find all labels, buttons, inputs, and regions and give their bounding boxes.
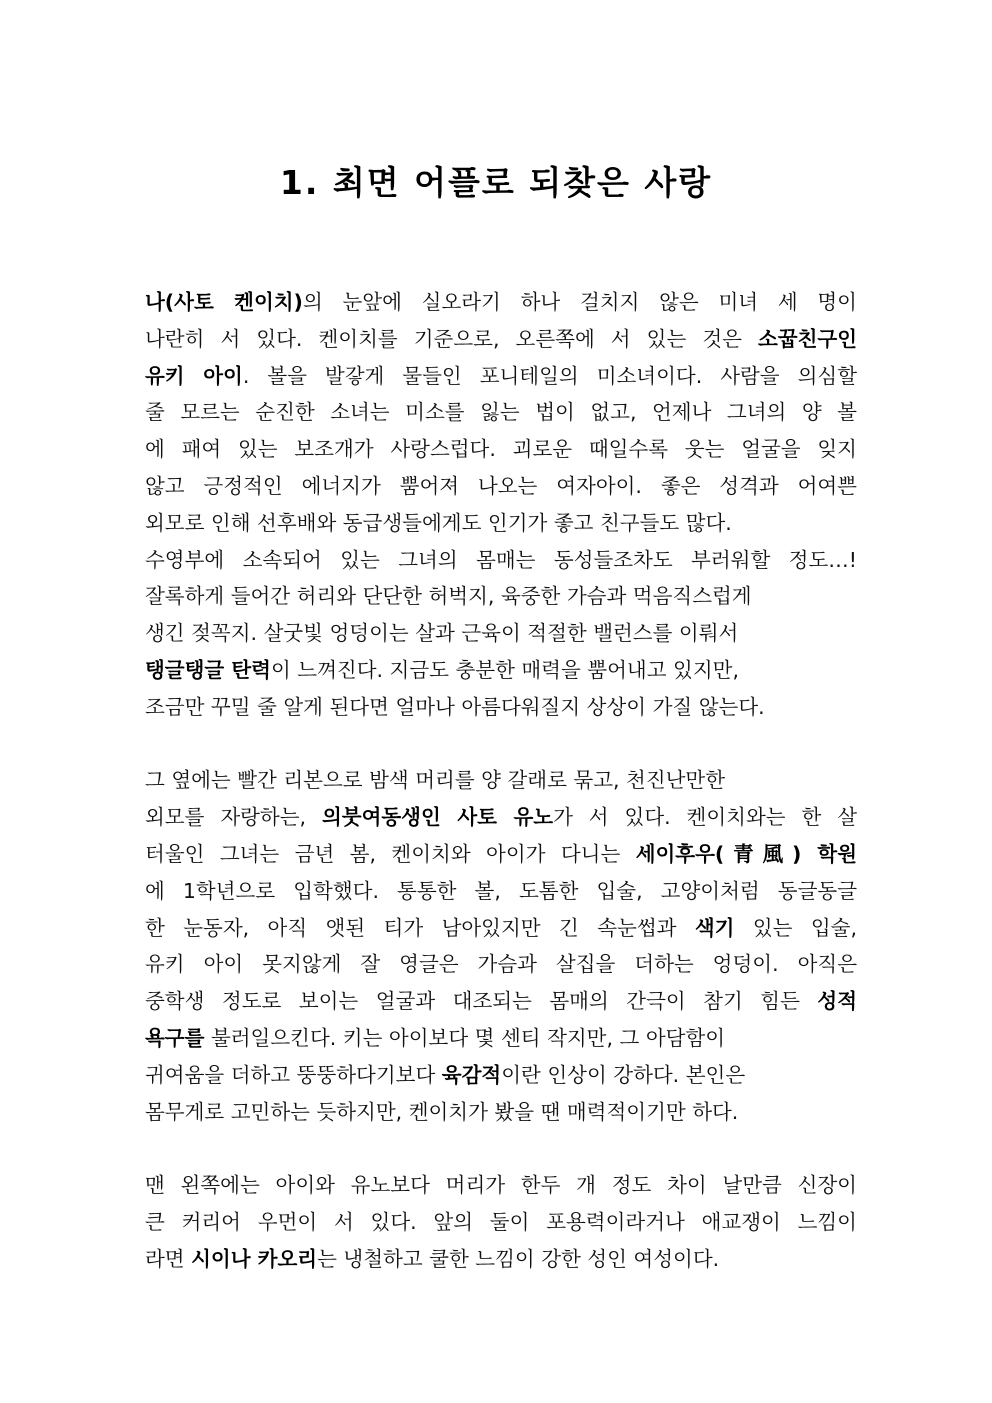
text-line [145,1057,857,1094]
text-span: 맨 왼쪽에는 아이와 유노보다 머리가 한두 개 정도 차이 날만큼 신장이 [145,1173,857,1198]
text-span: 가 서 있다. 켄이치와는 한 살 [553,805,857,830]
text-line [145,468,857,505]
text-span: 귀여움을 더하고 뚱뚱하다기보다 [145,1062,442,1087]
text-line [145,1204,857,1241]
text-line [145,1167,857,1204]
text-line [145,284,857,321]
text-span: 조금만 꾸밀 줄 알게 된다면 얼마나 아름다워질지 상상이 가질 않는다. [145,694,765,719]
text-line [145,946,857,983]
paragraph-gap [145,726,857,763]
text-span: 나란히 서 있다. 켄이치를 기준으로, 오른쪽에 서 있는 것은 [145,326,758,351]
text-line [145,615,857,652]
text-line [145,873,857,910]
bold-text: 욕구를 [145,1025,205,1050]
text-line [145,542,857,579]
text-span: 불러일으킨다. 키는 아이보다 몇 센티 작지만, 그 아담함이 [204,1025,726,1050]
text-span: . 볼을 발갛게 물들인 포니테일의 미소녀이다. 사람을 의심할 [242,363,857,388]
text-line [145,652,857,689]
paragraph-1 [145,284,857,726]
bold-text: 나(사토 켄이치) [145,290,303,314]
text-span: 몸무게로 고민하는 듯하지만, 켄이치가 봤을 땐 매력적이기만 하다. [145,1099,739,1124]
text-line [145,689,857,726]
text-span: 라면 [145,1246,192,1271]
bold-text: 유키 아이 [145,363,243,388]
page-title: 1. 최면 어플로 되찾은 사랑 [279,163,713,202]
bold-text: 세이후우(青風) 학원 [635,841,857,866]
bold-text: 색기 [694,915,735,940]
text-span: 않고 긍정적인 에너지가 뿜어져 나오는 여자아이. 좋은 성격과 어여쁜 [145,473,857,498]
text-line [145,1094,857,1131]
text-line [145,799,857,836]
text-span: 터울인 그녀는 금년 봄, 켄이치와 아이가 다니는 [145,841,636,866]
text-span: 있는 입술, [734,915,857,940]
text-line [145,505,857,542]
text-span: 는 냉철하고 쿨한 느낌이 강한 성인 여성이다. [317,1246,720,1271]
text-line [145,910,857,947]
text-span: 한 눈동자, 아직 앳된 티가 남아있지만 긴 속눈썹과 [145,915,695,940]
text-span: 외모로 인해 선후배와 동급생들에게도 인기가 좋고 친구들도 많다. [145,510,732,535]
text-span: 이 느껴진다. 지금도 충분한 매력을 뿜어내고 있지만, [270,657,739,682]
text-span: 그 옆에는 빨간 리본으로 밤색 머리를 양 갈래로 묶고, 천진난만한 [145,768,726,793]
text-line [145,1020,857,1057]
text-span: 중학생 정도로 보이는 얼굴과 대조되는 몸매의 간극이 참기 힘든 [145,989,818,1014]
text-span: 유키 아이 못지않게 잘 영글은 가슴과 살집을 더하는 엉덩이. 아직은 [145,952,857,977]
text-span: 큰 커리어 우먼이 서 있다. 앞의 둘이 포용력이라거나 애교쟁이 느낌이 [145,1209,857,1234]
text-span: 생긴 젖꼭지. 살굿빛 엉덩이는 살과 근육이 적절한 밸런스를 이뤄서 [145,621,739,646]
text-span: 이란 인상이 강하다. 본인은 [501,1062,746,1087]
text-span: 잘록하게 들어간 허리와 단단한 허벅지, 육중한 가슴과 먹음직스럽게 [145,584,752,609]
text-span: 에 패여 있는 보조개가 사랑스럽다. 괴로운 때일수록 웃는 얼굴을 잊지 [145,437,857,462]
paragraph-gap [145,1130,857,1167]
text-line [145,358,857,395]
text-span: 에 1학년으로 입학했다. 통통한 볼, 도톰한 입술, 고양이처럼 동글동글 [145,878,857,903]
bold-text: 소꿉친구인 [757,326,857,351]
text-span: 줄 모르는 순진한 소녀는 미소를 잃는 법이 없고, 언제나 그녀의 양 볼 [145,400,857,425]
text-span: 외모를 자랑하는, [145,805,322,830]
bold-text: 탱글탱글 탄력 [145,657,271,682]
text-line [145,762,857,799]
bold-text: 육감적 [441,1062,502,1087]
paragraph-3 [145,1167,857,1277]
text-line [145,578,857,615]
text-line [145,431,857,468]
text-line [145,321,857,358]
bold-text: 성적 [817,989,857,1014]
text-line [145,836,857,873]
text-span: 수영부에 소속되어 있는 그녀의 몸매는 동성들조차도 부러워할 정도…! [145,547,857,572]
text-span: 의 눈앞에 실오라기 하나 걸치지 않은 미녀 세 명이 [302,290,857,314]
text-line [145,394,857,431]
bold-text: 시이나 카오리 [191,1246,318,1271]
document-body [145,284,857,1278]
paragraph-2 [145,762,857,1130]
text-line [145,1241,857,1278]
bold-text: 의붓여동생인 사토 유노 [321,805,554,830]
text-line [145,983,857,1020]
